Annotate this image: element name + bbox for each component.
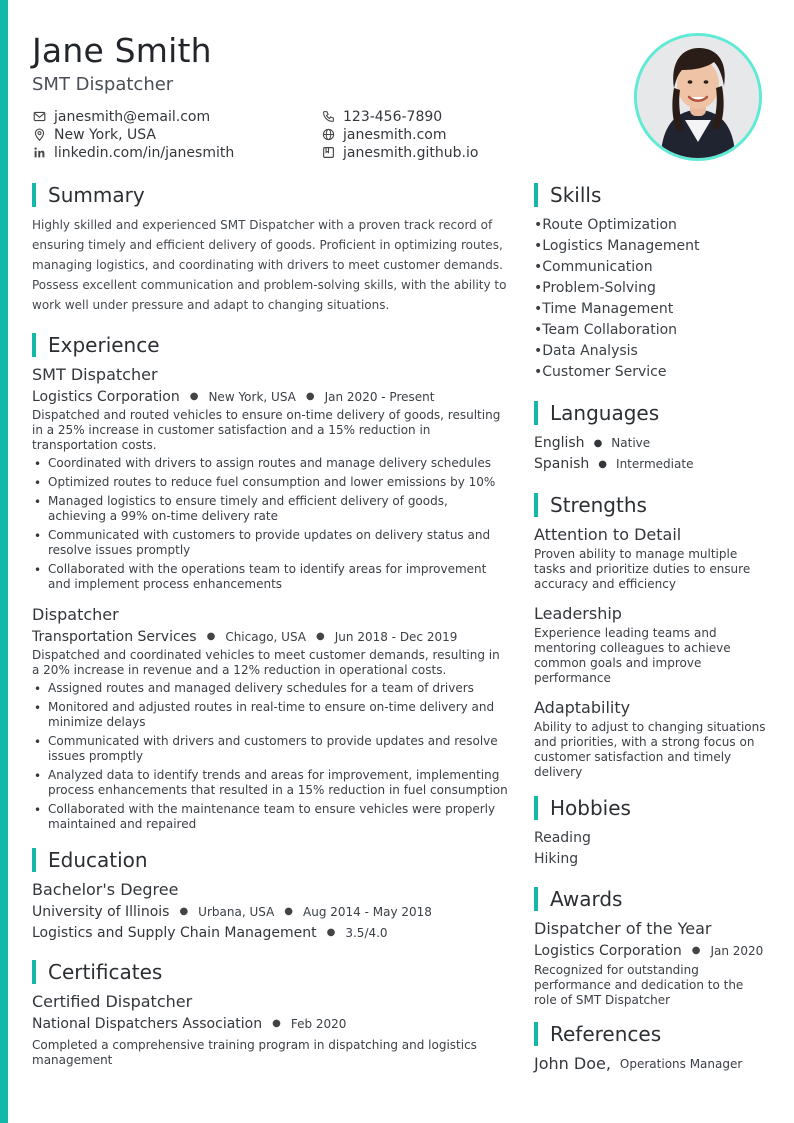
section-title: Skills: [550, 183, 602, 207]
strength-item: [534, 604, 766, 686]
strength-item: [534, 698, 766, 780]
field-of-study: Logistics and Supply Chain Management: [32, 925, 317, 941]
certificate-description: Completed a comprehensive training program in dispatching and logistics management: [32, 1038, 477, 1067]
job-entry: [32, 605, 508, 832]
section-accent: [32, 333, 36, 357]
hobbies-list: [534, 828, 766, 870]
separator-dot: ●: [593, 438, 603, 449]
section-title: Education: [48, 848, 148, 872]
list-item: Reading: [534, 830, 591, 846]
language-item: [534, 454, 766, 475]
job-description: Dispatched and routed vehicles to ensure on-time delivery of goods, resulting in a 25% increase in customer satisfaction and a 15% reduction in transportation costs.: [32, 408, 501, 452]
education-field-line: [32, 923, 508, 943]
experience-section: [32, 333, 508, 832]
contact-email[interactable]: [32, 108, 321, 125]
contact-text: janesmith@email.com: [54, 108, 211, 125]
contact-list: [32, 108, 612, 161]
right-column: [534, 183, 766, 1074]
language-name: Spanish: [534, 456, 590, 472]
languages-section: [534, 401, 766, 475]
list-item: • Collaborated with the operations team to identify areas for improvement and implement process enhancements: [32, 562, 508, 592]
contact-text: 123-456-7890: [343, 108, 443, 125]
strength-description: Ability to adjust to changing situations and priorities, with a strong focus on customer satisfaction and timely delivery: [534, 720, 766, 779]
list-item: • Analyzed data to identify trends and areas for improvement, implementing process enhancements that resulted in a 15% reduction in fuel consumption: [32, 768, 508, 798]
list-item: • Collaborated with the maintenance team to ensure vehicles were properly maintained and repaired: [32, 802, 508, 832]
separator-dot: ●: [179, 906, 189, 917]
reference-name: John Doe,: [534, 1054, 611, 1073]
resume-header: [32, 30, 612, 161]
hobbies-heading: [534, 796, 766, 820]
job-bullets: [32, 681, 508, 832]
avatar: [637, 36, 759, 158]
gpa: 3.5/4.0: [345, 926, 388, 940]
section-title: Summary: [48, 183, 145, 207]
summary-heading: [32, 183, 508, 207]
job-dates: Jan 2020 - Present: [324, 390, 435, 404]
separator-dot: ●: [305, 391, 315, 402]
strength-title: Leadership: [534, 604, 622, 623]
location-icon: [32, 128, 46, 142]
strength-title: Adaptability: [534, 698, 631, 717]
profile-photo: [634, 33, 762, 161]
list-item: Hiking: [534, 851, 579, 867]
contact-github[interactable]: [321, 144, 611, 161]
contact-text: linkedin.com/in/janesmith: [54, 144, 235, 161]
strengths-section: [534, 493, 766, 780]
contact-phone[interactable]: [321, 108, 611, 125]
candidate-name: Jane Smith: [32, 31, 212, 70]
phone-icon: [321, 110, 335, 124]
awards-heading: [534, 887, 766, 911]
contact-text: janesmith.github.io: [343, 144, 479, 161]
strength-title: Attention to Detail: [534, 525, 682, 544]
degree: Bachelor's Degree: [32, 880, 179, 899]
section-accent: [534, 183, 538, 207]
list-item: • Data Analysis: [534, 341, 766, 362]
left-column: [32, 183, 508, 1068]
strength-item: [534, 525, 766, 592]
section-accent: [32, 183, 36, 207]
separator-dot: ●: [206, 631, 216, 642]
job-location: Chicago, USA: [225, 630, 307, 644]
summary-section: [32, 183, 508, 315]
language-item: [534, 433, 766, 454]
linkedin-icon: [32, 146, 46, 160]
list-item: • Team Collaboration: [534, 320, 766, 341]
award-date: Jan 2020: [710, 944, 764, 958]
separator-dot: ●: [691, 945, 701, 956]
list-item: • Coordinated with drivers to assign routes and manage delivery schedules: [32, 456, 508, 471]
section-accent: [534, 1022, 538, 1046]
section-title: Experience: [48, 333, 160, 357]
separator-dot: ●: [189, 391, 199, 402]
job-company: Transportation Services: [32, 629, 197, 645]
job-location: New York, USA: [208, 390, 296, 404]
list-item: • Problem-Solving: [534, 278, 766, 299]
award-name: Dispatcher of the Year: [534, 919, 712, 938]
contact-location: [32, 126, 321, 143]
job-dates: Jun 2018 - Dec 2019: [334, 630, 458, 644]
strength-description: Experience leading teams and mentoring colleagues to achieve common goals and improve performance: [534, 626, 731, 685]
certificates-heading: [32, 960, 508, 984]
separator-dot: ●: [284, 906, 294, 917]
award-meta: [534, 941, 766, 961]
section-title: Strengths: [550, 493, 647, 517]
section-accent: [32, 960, 36, 984]
certificate-name: Certified Dispatcher: [32, 992, 193, 1011]
certificate-meta: [32, 1014, 508, 1034]
section-accent: [534, 493, 538, 517]
job-entry: [32, 365, 508, 592]
separator-dot: ●: [598, 459, 608, 470]
list-item: • Customer Service: [534, 362, 766, 383]
certificate-issuer: National Dispatchers Association: [32, 1016, 263, 1032]
section-accent: [534, 887, 538, 911]
certificates-section: [32, 960, 508, 1068]
skills-heading: [534, 183, 766, 207]
summary-text: Highly skilled and experienced SMT Dispatcher with a proven track record of ensuring timely and efficient delivery of goods. Proficient in optimizing routes, managing logistics, and coordinating with drivers to meet customer demands. Possess excellent communication and problem-solving skills, with the ability to work well under pressure and adapt to changing situations.: [32, 218, 507, 312]
section-title: Hobbies: [550, 796, 631, 820]
language-name: English: [534, 435, 585, 451]
school-name: University of Illinois: [32, 904, 170, 920]
job-title: Dispatcher: [32, 605, 119, 624]
languages-heading: [534, 401, 766, 425]
certificate-date: Feb 2020: [290, 1017, 347, 1031]
section-title: References: [550, 1022, 662, 1046]
strengths-heading: [534, 493, 766, 517]
experience-heading: [32, 333, 508, 357]
separator-dot: ●: [316, 631, 325, 642]
list-item: • Time Management: [534, 299, 766, 320]
contact-text: janesmith.com: [343, 126, 447, 143]
globe-icon: [321, 128, 335, 142]
mail-icon: [32, 110, 46, 124]
separator-dot: ●: [326, 927, 336, 938]
strength-description: Proven ability to manage multiple tasks and prioritize duties to ensure accuracy and efficiency: [534, 547, 751, 591]
reference-role: Operations Manager: [619, 1057, 743, 1071]
contact-website[interactable]: [321, 126, 611, 143]
list-item: • Route Optimization: [534, 215, 766, 236]
hobbies-section: [534, 796, 766, 870]
skills-section: [534, 183, 766, 383]
section-title: Certificates: [48, 960, 163, 984]
list-item: • Optimized routes to reduce fuel consumption and lower emissions by 10%: [32, 475, 508, 490]
language-level: Intermediate: [616, 457, 694, 471]
school-location: Urbana, USA: [198, 905, 275, 919]
job-meta: [32, 387, 508, 407]
contact-linkedin[interactable]: [32, 144, 321, 161]
list-item: • Managed logistics to ensure timely and efficient delivery of goods, achieving a 99% on-time delivery rate: [32, 494, 508, 524]
section-accent: [534, 401, 538, 425]
candidate-role: SMT Dispatcher: [32, 74, 174, 95]
section-accent: [534, 796, 538, 820]
list-item: • Logistics Management: [534, 236, 766, 257]
list-item: • Monitored and adjusted routes in real-time to ensure on-time delivery and minimize delays: [32, 700, 508, 730]
references-section: [534, 1022, 766, 1074]
job-title: SMT Dispatcher: [32, 365, 158, 384]
job-description: Dispatched and coordinated vehicles to meet customer demands, resulting in a 20% increase in revenue and a 12% reduction in operational costs.: [32, 648, 500, 677]
job-meta: [32, 627, 508, 647]
list-item: • Communicated with drivers and customers to provide updates and resolve issues promptly: [32, 734, 508, 764]
skills-list: [534, 215, 766, 383]
list-item: • Communicated with customers to provide updates on delivery status and resolve issues promptly: [32, 528, 508, 558]
education-dates: Aug 2014 - May 2018: [303, 905, 432, 919]
section-accent: [32, 848, 36, 872]
reference-item: [534, 1054, 766, 1074]
contact-text: New York, USA: [54, 126, 156, 143]
job-bullets: [32, 456, 508, 592]
job-company: Logistics Corporation: [32, 389, 180, 405]
awards-section: [534, 887, 766, 1008]
github-icon: [321, 146, 335, 160]
education-section: [32, 848, 508, 943]
education-meta: [32, 902, 508, 922]
separator-dot: ●: [272, 1018, 281, 1029]
section-title: Languages: [550, 401, 660, 425]
references-heading: [534, 1022, 766, 1046]
language-level: Native: [611, 436, 651, 450]
education-heading: [32, 848, 508, 872]
award-issuer: Logistics Corporation: [534, 943, 682, 959]
award-description: Recognized for outstanding performance and dedication to the role of SMT Dispatcher: [534, 963, 744, 1007]
list-item: • Communication: [534, 257, 766, 278]
section-title: Awards: [550, 887, 623, 911]
list-item: • Assigned routes and managed delivery schedules for a team of drivers: [32, 681, 508, 696]
accent-bar: [0, 0, 8, 1123]
